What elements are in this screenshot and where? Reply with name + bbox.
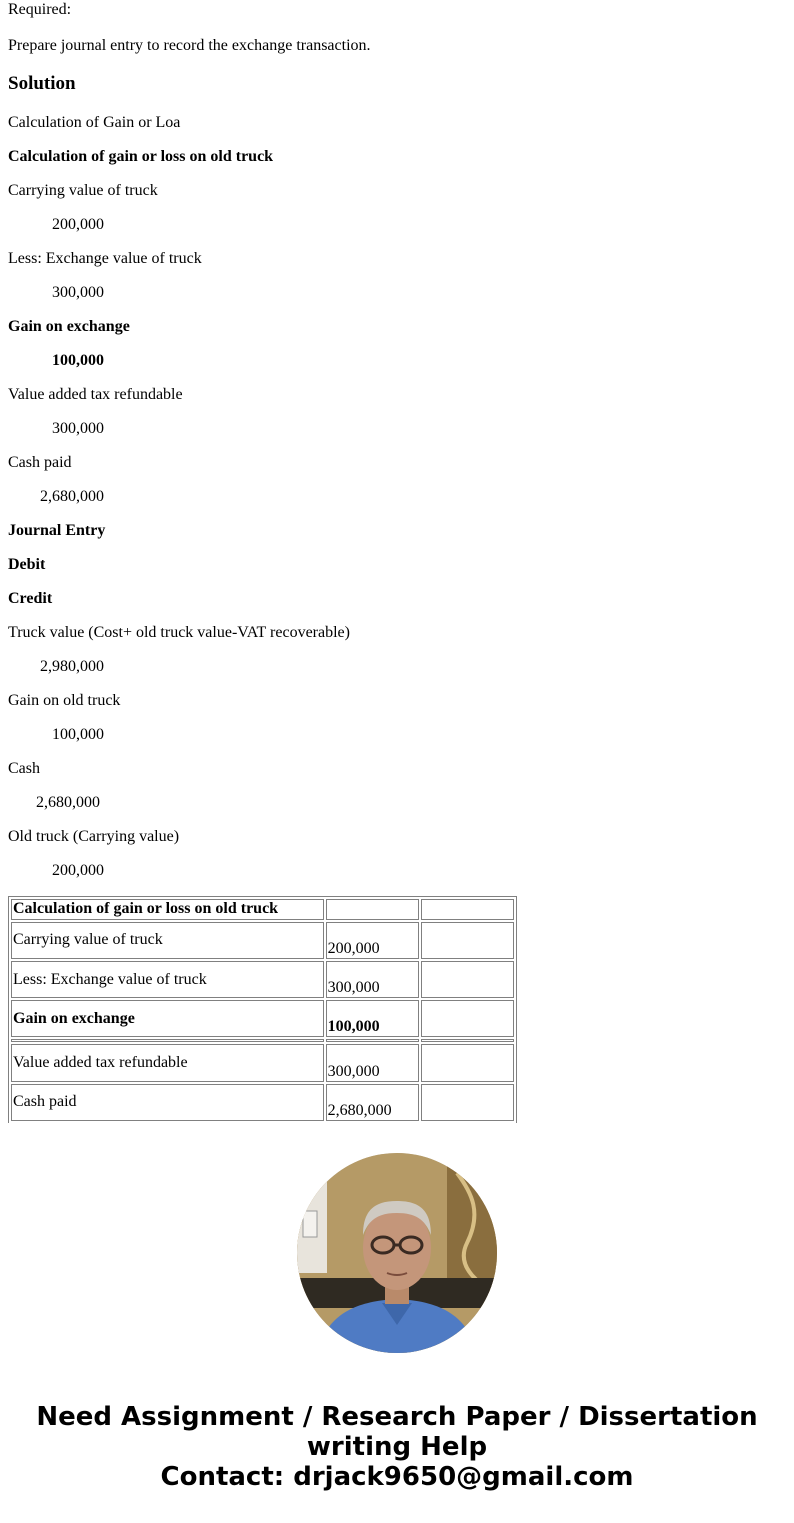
journal-entry-label: Cash bbox=[8, 760, 40, 777]
journal-entry-amount: 100,000 bbox=[52, 726, 104, 743]
table-cell-empty bbox=[421, 1000, 514, 1037]
table-row-label: Value added tax refundable bbox=[11, 1044, 324, 1081]
calc-heading: Calculation of gain or loss on old truck bbox=[8, 148, 274, 165]
table-cell-empty bbox=[326, 1039, 419, 1042]
contact-banner bbox=[0, 1402, 794, 1492]
table-divider bbox=[11, 1039, 514, 1042]
table-row-label: Cash paid bbox=[11, 1084, 324, 1121]
table-row-amount: 100,000 bbox=[326, 1000, 419, 1037]
table-header-row bbox=[11, 899, 514, 920]
table-row bbox=[11, 1044, 514, 1081]
table-cell-empty bbox=[421, 1039, 514, 1042]
table-cell-empty bbox=[421, 961, 514, 998]
journal-heading: Journal Entry bbox=[8, 522, 106, 539]
table-row-amount: 300,000 bbox=[326, 1044, 419, 1081]
table-row-amount: 200,000 bbox=[326, 922, 419, 959]
calc-table bbox=[8, 896, 517, 1123]
journal-entry-amount: 200,000 bbox=[52, 862, 104, 879]
debit-label: Debit bbox=[8, 556, 46, 573]
table-cell-empty bbox=[421, 1084, 514, 1121]
calc-row-label: Gain on exchange bbox=[8, 318, 130, 335]
table-row-label: Carrying value of truck bbox=[11, 922, 324, 959]
calc-row-amount: 300,000 bbox=[52, 284, 104, 301]
journal-entry-label: Gain on old truck bbox=[8, 692, 121, 709]
table-row-amount: 300,000 bbox=[326, 961, 419, 998]
journal-entry-amount: 2,980,000 bbox=[40, 658, 104, 675]
author-avatar bbox=[297, 1153, 497, 1353]
journal-entry-amount: 2,680,000 bbox=[36, 794, 100, 811]
calc-intro: Calculation of Gain or Loa bbox=[8, 114, 181, 131]
table-row bbox=[11, 922, 514, 959]
calc-row-amount: 300,000 bbox=[52, 420, 104, 437]
credit-label: Credit bbox=[8, 590, 53, 607]
table-row-label: Gain on exchange bbox=[11, 1000, 324, 1037]
cta-line-1: Need Assignment / Research Paper / Dissertation bbox=[36, 1402, 758, 1432]
calc-row-amount: 2,680,000 bbox=[40, 488, 104, 505]
table-row bbox=[11, 1000, 514, 1037]
table-cell-empty bbox=[326, 899, 419, 920]
calc-row-label: Value added tax refundable bbox=[8, 386, 183, 403]
calc-row-label: Carrying value of truck bbox=[8, 182, 158, 199]
table-row bbox=[11, 1084, 514, 1121]
table-cell-empty bbox=[421, 899, 514, 920]
table-cell-empty bbox=[11, 1039, 324, 1042]
table-cell-empty bbox=[421, 1044, 514, 1081]
table-cell-empty bbox=[421, 922, 514, 959]
journal-entry-label: Old truck (Carrying value) bbox=[8, 828, 180, 845]
calc-row-label: Less: Exchange value of truck bbox=[8, 250, 202, 267]
table-row-label: Less: Exchange value of truck bbox=[11, 961, 324, 998]
required-label: Required: bbox=[8, 1, 72, 18]
required-text: Prepare journal entry to record the exchange transaction. bbox=[8, 37, 371, 54]
calc-row-amount: 100,000 bbox=[52, 352, 104, 369]
cta-contact-email: Contact: drjack9650@gmail.com bbox=[160, 1462, 634, 1492]
cta-line-2: writing Help bbox=[306, 1432, 488, 1462]
calc-row-label: Cash paid bbox=[8, 454, 72, 471]
table-row bbox=[11, 961, 514, 998]
calc-row-amount: 200,000 bbox=[52, 216, 104, 233]
table-heading: Calculation of gain or loss on old truck bbox=[11, 899, 324, 920]
table-row-amount: 2,680,000 bbox=[326, 1084, 419, 1121]
solution-heading: Solution bbox=[8, 73, 76, 94]
journal-entry-label: Truck value (Cost+ old truck value-VAT recoverable) bbox=[8, 624, 350, 641]
author-portrait-icon bbox=[297, 1153, 497, 1353]
